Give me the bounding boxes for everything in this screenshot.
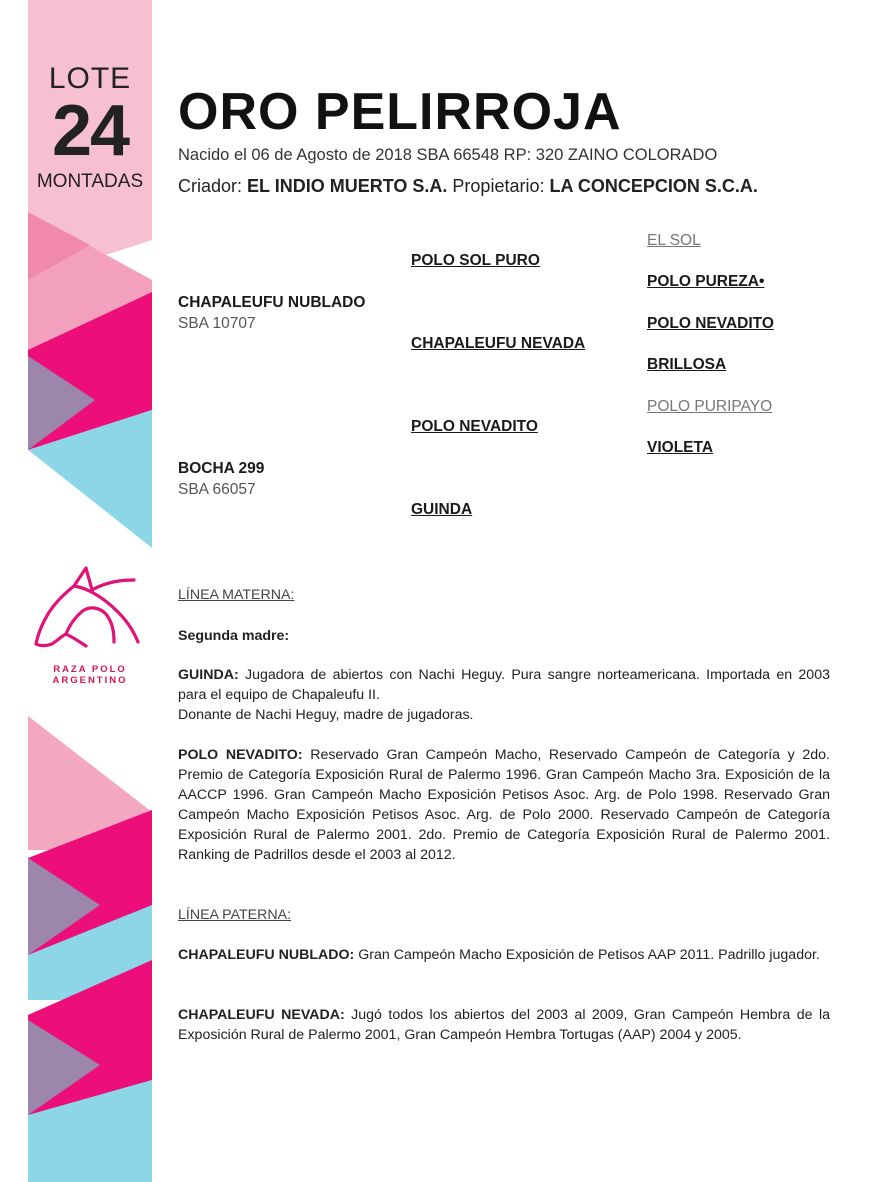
propietario-value: LA CONCEPCION S.C.A.	[549, 176, 758, 196]
guinda-text2: Donante de Nachi Heguy, madre de jugadoras.	[178, 707, 474, 723]
nevadito-paragraph	[178, 745, 830, 865]
guinda-paragraph	[178, 665, 830, 725]
sire-sire: POLO SOL PURO	[411, 252, 540, 269]
breeder-owner-line	[178, 176, 758, 197]
g3-4: BRILLOSA	[647, 356, 727, 373]
nevada-paragraph	[178, 1005, 830, 1045]
propietario-label: Propietario:	[452, 176, 545, 196]
birth-line: Nacido el 06 de Agosto de 2018 SBA 66548 RP: 320 ZAINO COLORADO	[178, 146, 718, 164]
criador-value: EL INDIO MUERTO S.A.	[247, 176, 448, 196]
lote-word: LOTE	[48, 62, 132, 95]
second-dam-label: Segunda madre:	[178, 628, 290, 644]
g3-5: POLO PURIPAYO	[647, 398, 773, 415]
horse-name: ORO PELIRROJA	[178, 83, 622, 141]
nevada-name: CHAPALEUFU NEVADA:	[178, 1007, 345, 1023]
criador-label: Criador:	[178, 176, 243, 196]
sire-reg: SBA 10707	[178, 315, 256, 332]
guinda-text: Jugadora de abiertos con Nachi Heguy. Pura sangre norteamericana. Importada en 2003 para el equipo de Chapaleufu II.	[178, 667, 830, 703]
sire-name: CHAPALEUFU NUBLADO	[178, 294, 366, 311]
g3-2: POLO PUREZA•	[647, 273, 765, 290]
logo-text	[28, 664, 152, 686]
dam-reg: SBA 66057	[178, 481, 256, 498]
dam-name: BOCHA 299	[178, 460, 265, 477]
g3-3: POLO NEVADITO	[647, 315, 774, 332]
maternal-heading: LÍNEA MATERNA:	[178, 587, 295, 603]
logo-line1: RAZA POLO	[53, 664, 127, 675]
g3-6: VIOLETA	[647, 439, 714, 456]
dam-dam: GUINDA	[411, 501, 473, 518]
nublado-text: Gran Campeón Macho Exposición de Petisos AAP 2011. Padrillo jugador.	[358, 947, 820, 963]
nublado-paragraph	[178, 945, 830, 965]
nevada-text: Jugó todos los abiertos del 2003 al 2009, Gran Campeón Hembra de la Exposición Rural de Palermo 2001, Gran Campeón Hembra Tortugas (AAP) 2004 y 2005.	[178, 1007, 831, 1043]
logo-line2: ARGENTINO	[52, 675, 128, 686]
dam-sire: POLO NEVADITO	[411, 418, 538, 435]
sire-dam: CHAPALEUFU NEVADA	[411, 335, 586, 352]
g3-1: EL SOL	[647, 232, 701, 249]
lote-number: 24	[51, 91, 129, 171]
guinda-name: GUINDA:	[178, 667, 239, 683]
lote-type: MONTADAS	[36, 171, 144, 192]
lote-badge	[28, 62, 152, 194]
nevadito-text: Reservado Gran Campeón Macho, Reservado Campeón de Categoría y 2do. Premio de Categoría Exposición Rural de Palermo 1996. Gran Campeón Macho 3ra. Exposición de la AACCP 1996. Gran Campeón Macho Exposición Petisos Asoc. Arg. de Polo 1998. Reservado Gran Campeón Macho Exposición Petisos Asoc. Arg. de Polo 2000. Reservado Campeón de Categoría Exposición Rural de Palermo 2001. 2do. Premio de Categoría Exposición Rural de Palermo 2001. Ranking de Padrillos desde el 2003 al 2012.	[178, 747, 830, 863]
nevadito-name: POLO NEVADITO:	[178, 747, 303, 763]
nublado-name: CHAPALEUFU NUBLADO:	[178, 947, 355, 963]
paternal-heading: LÍNEA PATERNA:	[178, 907, 292, 923]
